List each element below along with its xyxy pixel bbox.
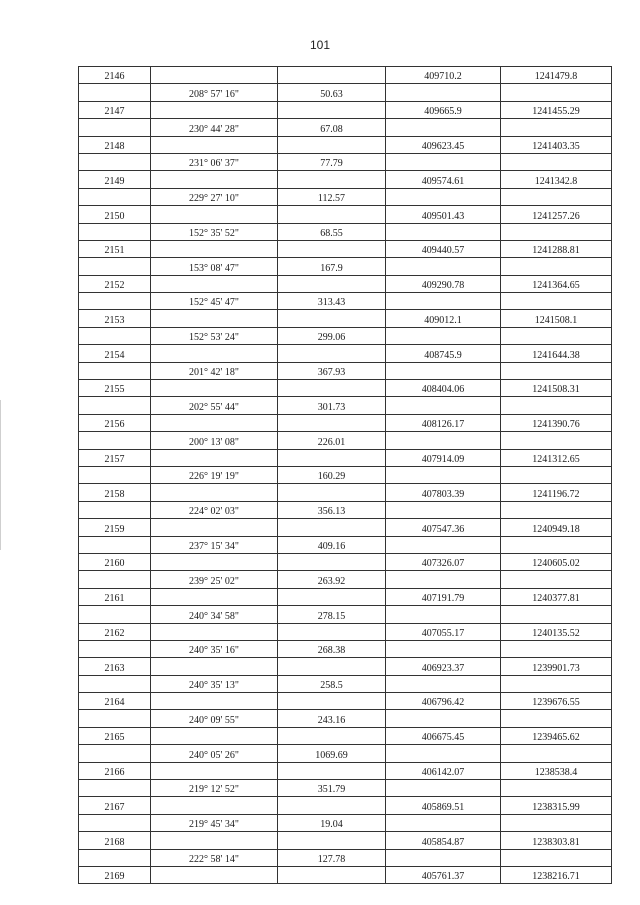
empty-cell: [386, 327, 501, 344]
point-id-cell: 2160: [79, 553, 151, 570]
empty-cell: [386, 362, 501, 379]
bearing-cell: 240° 34' 58": [151, 606, 278, 623]
table-row: [79, 797, 612, 814]
empty-cell: [79, 84, 151, 101]
northing-cell: 405869.51: [386, 797, 501, 814]
empty-cell: [386, 640, 501, 657]
empty-cell: [278, 797, 386, 814]
empty-cell: [501, 640, 612, 657]
easting-cell: 1241312.65: [501, 449, 612, 466]
empty-cell: [151, 484, 278, 501]
easting-cell: 1240377.81: [501, 588, 612, 605]
empty-cell: [278, 206, 386, 223]
empty-cell: [386, 710, 501, 727]
table-row: [79, 432, 612, 449]
easting-cell: 1240135.52: [501, 623, 612, 640]
northing-cell: 408745.9: [386, 345, 501, 362]
northing-cell: 407547.36: [386, 519, 501, 536]
empty-cell: [501, 188, 612, 205]
empty-cell: [151, 206, 278, 223]
easting-cell: 1241390.76: [501, 414, 612, 431]
table-row: [79, 293, 612, 310]
point-id-cell: 2169: [79, 866, 151, 883]
empty-cell: [79, 119, 151, 136]
empty-cell: [278, 67, 386, 84]
coordinates-table: [78, 66, 612, 884]
empty-cell: [386, 675, 501, 692]
point-id-cell: 2168: [79, 832, 151, 849]
table-row: [79, 640, 612, 657]
empty-cell: [151, 414, 278, 431]
point-id-cell: 2157: [79, 449, 151, 466]
point-id-cell: 2150: [79, 206, 151, 223]
empty-cell: [151, 240, 278, 257]
northing-cell: 406923.37: [386, 658, 501, 675]
distance-cell: 243.16: [278, 710, 386, 727]
distance-cell: 409.16: [278, 536, 386, 553]
easting-cell: 1240949.18: [501, 519, 612, 536]
empty-cell: [278, 553, 386, 570]
scan-edge-mark: [0, 400, 1, 550]
empty-cell: [386, 223, 501, 240]
empty-cell: [501, 258, 612, 275]
coordinates-table-container: [78, 66, 611, 883]
northing-cell: 409623.45: [386, 136, 501, 153]
empty-cell: [386, 745, 501, 762]
point-id-cell: 2147: [79, 101, 151, 118]
table-row: [79, 206, 612, 223]
point-id-cell: 2159: [79, 519, 151, 536]
table-row: [79, 310, 612, 327]
northing-cell: 407914.09: [386, 449, 501, 466]
empty-cell: [79, 258, 151, 275]
distance-cell: 263.92: [278, 571, 386, 588]
empty-cell: [386, 397, 501, 414]
empty-cell: [151, 275, 278, 292]
easting-cell: 1241403.35: [501, 136, 612, 153]
empty-cell: [386, 293, 501, 310]
easting-cell: 1239465.62: [501, 727, 612, 744]
table-row: [79, 693, 612, 710]
empty-cell: [79, 780, 151, 797]
point-id-cell: 2148: [79, 136, 151, 153]
empty-cell: [501, 397, 612, 414]
empty-cell: [151, 727, 278, 744]
empty-cell: [278, 171, 386, 188]
distance-cell: 1069.69: [278, 745, 386, 762]
empty-cell: [501, 571, 612, 588]
point-id-cell: 2158: [79, 484, 151, 501]
empty-cell: [151, 310, 278, 327]
northing-cell: 406796.42: [386, 693, 501, 710]
point-id-cell: 2166: [79, 762, 151, 779]
empty-cell: [79, 501, 151, 518]
empty-cell: [79, 153, 151, 170]
distance-cell: 258.5: [278, 675, 386, 692]
table-row: [79, 188, 612, 205]
northing-cell: 409501.43: [386, 206, 501, 223]
empty-cell: [151, 67, 278, 84]
empty-cell: [386, 571, 501, 588]
bearing-cell: 240° 09' 55": [151, 710, 278, 727]
bearing-cell: 153° 08' 47": [151, 258, 278, 275]
easting-cell: 1238538.4: [501, 762, 612, 779]
northing-cell: 409574.61: [386, 171, 501, 188]
empty-cell: [151, 449, 278, 466]
table-row: [79, 588, 612, 605]
point-id-cell: 2156: [79, 414, 151, 431]
empty-cell: [79, 188, 151, 205]
bearing-cell: 231° 06' 37": [151, 153, 278, 170]
northing-cell: 409440.57: [386, 240, 501, 257]
distance-cell: 167.9: [278, 258, 386, 275]
empty-cell: [501, 780, 612, 797]
northing-cell: 406142.07: [386, 762, 501, 779]
table-row: [79, 727, 612, 744]
northing-cell: 405761.37: [386, 866, 501, 883]
empty-cell: [79, 397, 151, 414]
empty-cell: [151, 866, 278, 883]
table-row: [79, 449, 612, 466]
table-row: [79, 762, 612, 779]
table-row: [79, 675, 612, 692]
empty-cell: [151, 345, 278, 362]
empty-cell: [278, 380, 386, 397]
empty-cell: [501, 536, 612, 553]
table-row: [79, 101, 612, 118]
table-row: [79, 136, 612, 153]
empty-cell: [278, 727, 386, 744]
empty-cell: [278, 693, 386, 710]
empty-cell: [151, 553, 278, 570]
empty-cell: [501, 432, 612, 449]
empty-cell: [501, 745, 612, 762]
empty-cell: [151, 693, 278, 710]
point-id-cell: 2152: [79, 275, 151, 292]
easting-cell: 1238216.71: [501, 866, 612, 883]
table-row: [79, 153, 612, 170]
empty-cell: [151, 797, 278, 814]
table-row: [79, 275, 612, 292]
table-row: [79, 780, 612, 797]
bearing-cell: 237° 15' 34": [151, 536, 278, 553]
bearing-cell: 240° 35' 16": [151, 640, 278, 657]
table-row: [79, 414, 612, 431]
point-id-cell: 2165: [79, 727, 151, 744]
empty-cell: [501, 84, 612, 101]
empty-cell: [386, 501, 501, 518]
table-row: [79, 397, 612, 414]
easting-cell: 1241479.8: [501, 67, 612, 84]
table-row: [79, 866, 612, 883]
empty-cell: [151, 101, 278, 118]
point-id-cell: 2151: [79, 240, 151, 257]
point-id-cell: 2163: [79, 658, 151, 675]
empty-cell: [501, 119, 612, 136]
table-row: [79, 362, 612, 379]
empty-cell: [278, 414, 386, 431]
empty-cell: [501, 849, 612, 866]
bearing-cell: 208° 57' 16": [151, 84, 278, 101]
empty-cell: [278, 762, 386, 779]
table-row: [79, 658, 612, 675]
empty-cell: [386, 536, 501, 553]
empty-cell: [278, 449, 386, 466]
distance-cell: 278.15: [278, 606, 386, 623]
empty-cell: [278, 275, 386, 292]
empty-cell: [386, 188, 501, 205]
empty-cell: [79, 362, 151, 379]
empty-cell: [278, 623, 386, 640]
table-row: [79, 745, 612, 762]
empty-cell: [501, 293, 612, 310]
distance-cell: 313.43: [278, 293, 386, 310]
table-row: [79, 240, 612, 257]
empty-cell: [151, 762, 278, 779]
bearing-cell: 224° 02' 03": [151, 501, 278, 518]
distance-cell: 301.73: [278, 397, 386, 414]
empty-cell: [79, 536, 151, 553]
easting-cell: 1241196.72: [501, 484, 612, 501]
empty-cell: [386, 780, 501, 797]
easting-cell: 1241342.8: [501, 171, 612, 188]
easting-cell: 1239676.55: [501, 693, 612, 710]
easting-cell: 1238315.99: [501, 797, 612, 814]
empty-cell: [501, 327, 612, 344]
distance-cell: 112.57: [278, 188, 386, 205]
northing-cell: 407326.07: [386, 553, 501, 570]
empty-cell: [278, 866, 386, 883]
northing-cell: 408404.06: [386, 380, 501, 397]
empty-cell: [79, 710, 151, 727]
northing-cell: 406675.45: [386, 727, 501, 744]
table-row: [79, 380, 612, 397]
point-id-cell: 2149: [79, 171, 151, 188]
table-row: [79, 832, 612, 849]
table-row: [79, 501, 612, 518]
distance-cell: 367.93: [278, 362, 386, 379]
easting-cell: 1241288.81: [501, 240, 612, 257]
bearing-cell: 219° 45' 34": [151, 814, 278, 831]
empty-cell: [386, 84, 501, 101]
easting-cell: 1241257.26: [501, 206, 612, 223]
distance-cell: 77.79: [278, 153, 386, 170]
bearing-cell: 222° 58' 14": [151, 849, 278, 866]
empty-cell: [151, 832, 278, 849]
bearing-cell: 239° 25' 02": [151, 571, 278, 588]
empty-cell: [501, 362, 612, 379]
distance-cell: 160.29: [278, 466, 386, 483]
empty-cell: [79, 640, 151, 657]
bearing-cell: 152° 53' 24": [151, 327, 278, 344]
table-row: [79, 258, 612, 275]
table-row: [79, 571, 612, 588]
empty-cell: [501, 153, 612, 170]
table-row: [79, 553, 612, 570]
point-id-cell: 2155: [79, 380, 151, 397]
northing-cell: 409012.1: [386, 310, 501, 327]
empty-cell: [151, 171, 278, 188]
distance-cell: 50.63: [278, 84, 386, 101]
point-id-cell: 2153: [79, 310, 151, 327]
point-id-cell: 2162: [79, 623, 151, 640]
empty-cell: [501, 710, 612, 727]
empty-cell: [278, 101, 386, 118]
empty-cell: [79, 606, 151, 623]
table-row: [79, 67, 612, 84]
empty-cell: [151, 136, 278, 153]
empty-cell: [79, 571, 151, 588]
table-row: [79, 327, 612, 344]
easting-cell: 1240605.02: [501, 553, 612, 570]
northing-cell: 405854.87: [386, 832, 501, 849]
empty-cell: [386, 258, 501, 275]
northing-cell: 409665.9: [386, 101, 501, 118]
easting-cell: 1241455.29: [501, 101, 612, 118]
bearing-cell: 229° 27' 10": [151, 188, 278, 205]
empty-cell: [79, 327, 151, 344]
page-number: 101: [309, 38, 331, 52]
empty-cell: [386, 432, 501, 449]
empty-cell: [278, 310, 386, 327]
empty-cell: [79, 814, 151, 831]
distance-cell: 299.06: [278, 327, 386, 344]
table-row: [79, 345, 612, 362]
table-row: [79, 710, 612, 727]
empty-cell: [386, 814, 501, 831]
empty-cell: [278, 345, 386, 362]
empty-cell: [79, 223, 151, 240]
empty-cell: [278, 588, 386, 605]
table-row: [79, 606, 612, 623]
empty-cell: [386, 153, 501, 170]
distance-cell: 127.78: [278, 849, 386, 866]
easting-cell: 1238303.81: [501, 832, 612, 849]
empty-cell: [501, 223, 612, 240]
bearing-cell: 201° 42' 18": [151, 362, 278, 379]
point-id-cell: 2154: [79, 345, 151, 362]
distance-cell: 226.01: [278, 432, 386, 449]
empty-cell: [79, 745, 151, 762]
distance-cell: 356.13: [278, 501, 386, 518]
empty-cell: [278, 832, 386, 849]
bearing-cell: 202° 55' 44": [151, 397, 278, 414]
table-row: [79, 484, 612, 501]
northing-cell: 409710.2: [386, 67, 501, 84]
northing-cell: 408126.17: [386, 414, 501, 431]
empty-cell: [278, 240, 386, 257]
empty-cell: [79, 466, 151, 483]
table-row: [79, 171, 612, 188]
empty-cell: [278, 519, 386, 536]
empty-cell: [278, 136, 386, 153]
table-row: [79, 519, 612, 536]
empty-cell: [501, 675, 612, 692]
empty-cell: [386, 606, 501, 623]
table-row: [79, 849, 612, 866]
easting-cell: 1241508.1: [501, 310, 612, 327]
bearing-cell: 226° 19' 19": [151, 466, 278, 483]
empty-cell: [501, 606, 612, 623]
empty-cell: [79, 432, 151, 449]
table-row: [79, 223, 612, 240]
point-id-cell: 2167: [79, 797, 151, 814]
table-row: [79, 623, 612, 640]
northing-cell: 407191.79: [386, 588, 501, 605]
distance-cell: 351.79: [278, 780, 386, 797]
easting-cell: 1239901.73: [501, 658, 612, 675]
table-row: [79, 466, 612, 483]
empty-cell: [151, 380, 278, 397]
empty-cell: [278, 484, 386, 501]
point-id-cell: 2146: [79, 67, 151, 84]
easting-cell: 1241644.38: [501, 345, 612, 362]
point-id-cell: 2161: [79, 588, 151, 605]
distance-cell: 268.38: [278, 640, 386, 657]
empty-cell: [278, 658, 386, 675]
empty-cell: [501, 501, 612, 518]
northing-cell: 407803.39: [386, 484, 501, 501]
distance-cell: 68.55: [278, 223, 386, 240]
bearing-cell: 152° 45' 47": [151, 293, 278, 310]
empty-cell: [386, 849, 501, 866]
empty-cell: [386, 119, 501, 136]
bearing-cell: 240° 35' 13": [151, 675, 278, 692]
distance-cell: 19.04: [278, 814, 386, 831]
empty-cell: [79, 675, 151, 692]
empty-cell: [151, 519, 278, 536]
bearing-cell: 219° 12' 52": [151, 780, 278, 797]
empty-cell: [386, 466, 501, 483]
easting-cell: 1241364.65: [501, 275, 612, 292]
bearing-cell: 152° 35' 52": [151, 223, 278, 240]
empty-cell: [79, 849, 151, 866]
empty-cell: [151, 658, 278, 675]
empty-cell: [501, 814, 612, 831]
table-row: [79, 814, 612, 831]
table-body: [79, 67, 612, 884]
bearing-cell: 240° 05' 26": [151, 745, 278, 762]
empty-cell: [501, 466, 612, 483]
easting-cell: 1241508.31: [501, 380, 612, 397]
table-row: [79, 84, 612, 101]
empty-cell: [151, 588, 278, 605]
table-row: [79, 536, 612, 553]
empty-cell: [151, 623, 278, 640]
northing-cell: 407055.17: [386, 623, 501, 640]
bearing-cell: 200° 13' 08": [151, 432, 278, 449]
empty-cell: [79, 293, 151, 310]
point-id-cell: 2164: [79, 693, 151, 710]
northing-cell: 409290.78: [386, 275, 501, 292]
distance-cell: 67.08: [278, 119, 386, 136]
table-row: [79, 119, 612, 136]
bearing-cell: 230° 44' 28": [151, 119, 278, 136]
